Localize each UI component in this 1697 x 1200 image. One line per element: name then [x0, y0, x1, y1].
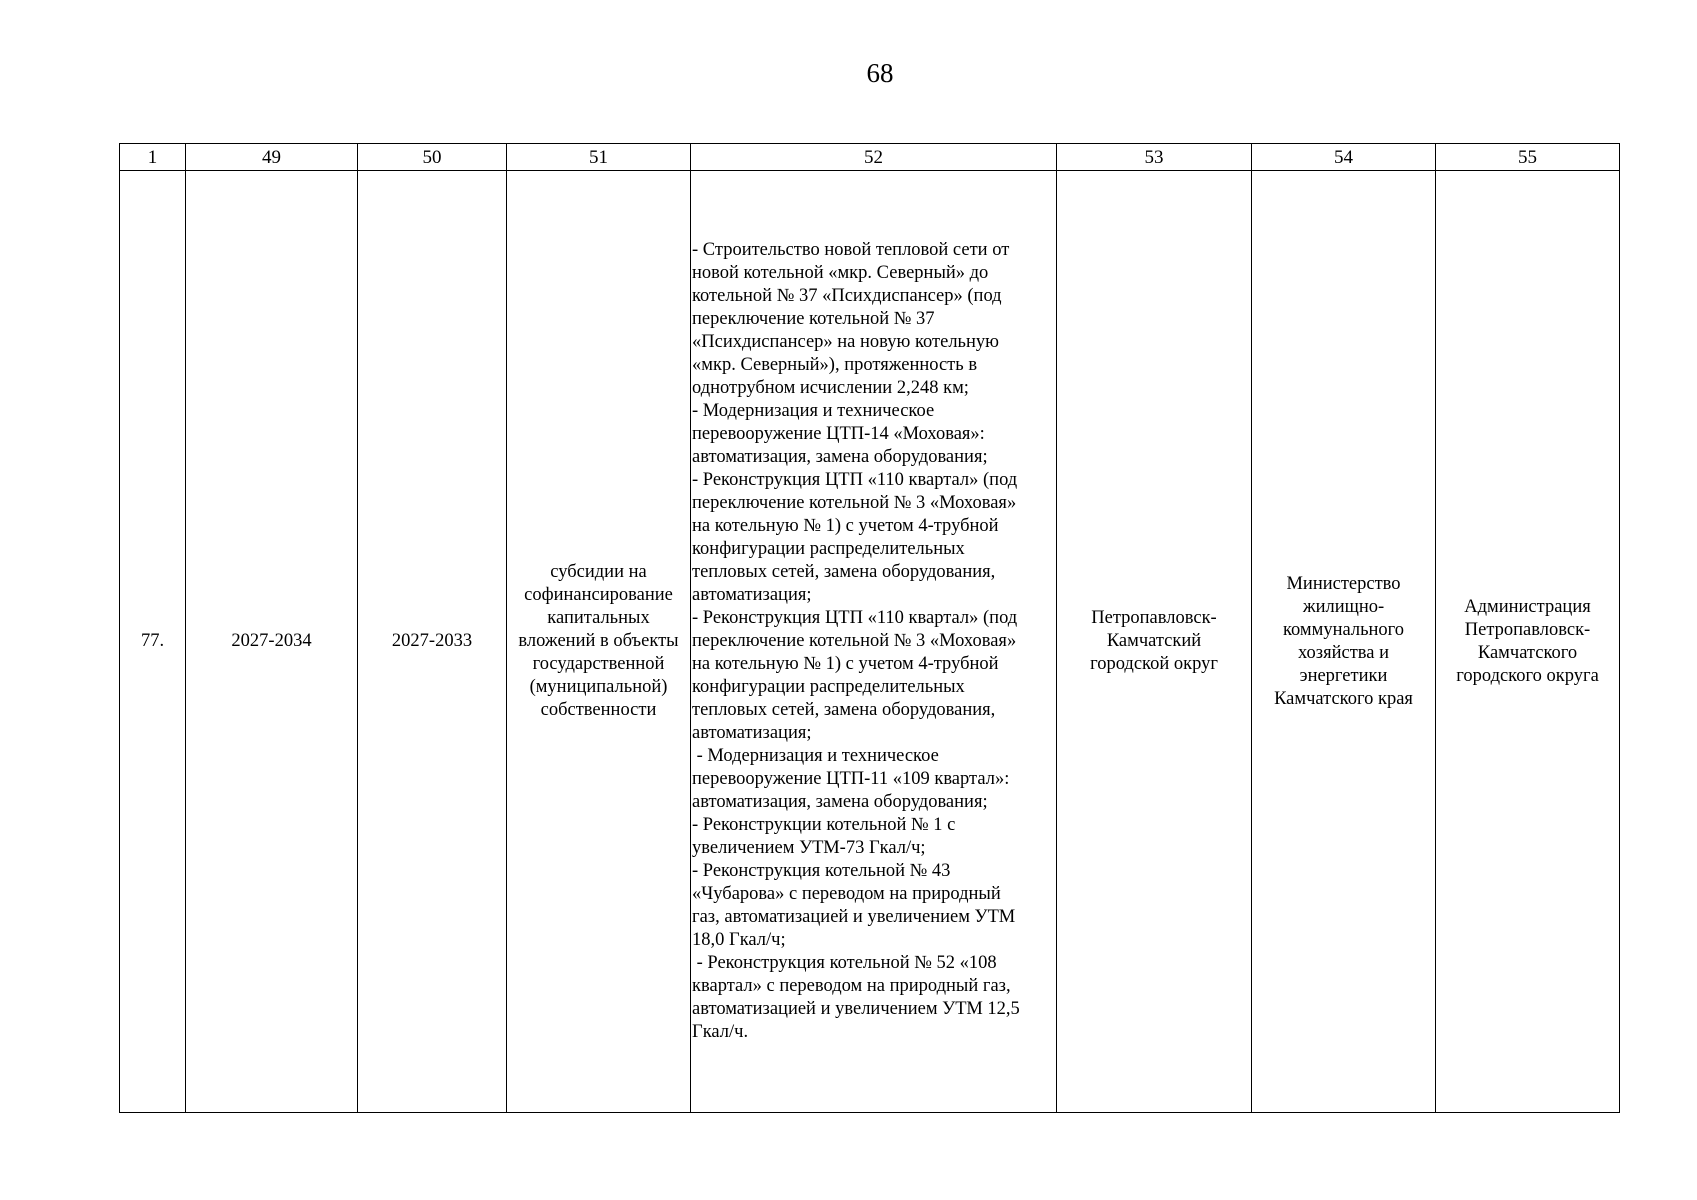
text-line: газ, автоматизацией и увеличением УТМ — [692, 907, 1016, 927]
text-line: Гкал/ч. — [692, 1022, 749, 1042]
header-cell-50: 50 — [358, 144, 507, 171]
text-line: автоматизация, замена оборудования; — [692, 792, 988, 812]
text-line: - Реконструкция котельной № 43 — [692, 861, 951, 881]
row-number-cell: 77. — [120, 171, 186, 1113]
text-line: Петропавловск- — [1464, 619, 1591, 640]
header-cell-53: 53 — [1057, 144, 1252, 171]
text-line: увеличением УТМ-73 Гкал/ч; — [692, 838, 926, 858]
text-line: автоматизация; — [692, 585, 812, 605]
period-cell-50: 2027-2033 — [358, 171, 507, 1113]
funding-type-text — [507, 561, 690, 722]
text-line: коммунального — [1282, 619, 1405, 640]
text-line: - Модернизация и техническое — [692, 746, 939, 766]
header-cell-1: 1 — [120, 144, 186, 171]
text-line: - Реконструкции котельной № 1 с — [692, 815, 956, 835]
text-line: однотрубном исчислении 2,248 км; — [692, 378, 969, 398]
text-line: капитальных — [547, 608, 650, 628]
text-line: на котельную № 1) с учетом 4-трубной — [692, 516, 999, 536]
responsible-executor-cell — [1252, 171, 1436, 1113]
text-line: - Строительство новой тепловой сети от — [692, 240, 1010, 260]
text-line: тепловых сетей, замена оборудования, — [692, 562, 996, 582]
measures-description-text — [692, 239, 1054, 1044]
text-line: Камчатского края — [1274, 688, 1413, 709]
text-line: переключение котельной № 3 «Моховая» — [692, 493, 1017, 513]
header-cell-52: 52 — [691, 144, 1057, 171]
page-number: 68 — [866, 58, 894, 88]
text-line: Камчатского — [1477, 642, 1578, 663]
text-line: вложений в объекты — [518, 631, 679, 651]
text-line: государственной — [532, 654, 665, 674]
text-line: Министерство — [1286, 573, 1401, 594]
text-line: «Чубарова» с переводом на природный — [692, 884, 1001, 904]
text-line: городского округа — [1456, 665, 1599, 686]
responsible-executor-text — [1252, 573, 1435, 711]
text-line: автоматизация; — [692, 723, 812, 743]
text-line: котельной № 37 «Психдиспансер» (под — [692, 286, 1002, 306]
table-header-row — [120, 144, 1620, 171]
text-line: - Реконструкция котельной № 52 «108 — [692, 953, 997, 973]
text-line: новой котельной «мкр. Северный» до — [692, 263, 989, 283]
text-line: перевооружение ЦТП-11 «109 квартал»: — [692, 769, 1010, 789]
text-line: тепловых сетей, замена оборудования, — [692, 700, 996, 720]
header-cell-54: 54 — [1252, 144, 1436, 171]
text-line: энергетики — [1299, 665, 1388, 686]
text-line: «Психдиспансер» на новую котельную — [692, 332, 999, 352]
co-executor-cell — [1436, 171, 1620, 1113]
text-line: «мкр. Северный»), протяженность в — [692, 355, 978, 375]
measures-description-cell — [691, 171, 1057, 1113]
text-line: Администрация — [1464, 596, 1591, 617]
funding-type-cell — [507, 171, 691, 1113]
table-row — [120, 171, 1620, 1113]
text-line: автоматизацией и увеличением УТМ 12,5 — [692, 999, 1020, 1019]
municipality-cell — [1057, 171, 1252, 1113]
text-line: на котельную № 1) с учетом 4-трубной — [692, 654, 999, 674]
text-line: жилищно- — [1302, 596, 1385, 617]
text-line: софинансирование — [524, 585, 673, 605]
text-line: Петропавловск- — [1091, 608, 1217, 628]
header-cell-49: 49 — [186, 144, 358, 171]
text-line: переключение котельной № 37 — [692, 309, 935, 329]
text-line: квартал» с переводом на природный газ, — [692, 976, 1011, 996]
text-line: собственности — [540, 700, 657, 720]
co-executor-text — [1436, 596, 1619, 688]
text-line: перевооружение ЦТП-14 «Моховая»: — [692, 424, 985, 444]
text-line: субсидии на — [550, 562, 647, 582]
municipality-text — [1057, 607, 1251, 676]
header-cell-55: 55 — [1436, 144, 1620, 171]
text-line: переключение котельной № 3 «Моховая» — [692, 631, 1017, 651]
text-line: - Модернизация и техническое — [692, 401, 935, 421]
text-line: Камчатский — [1106, 631, 1202, 651]
text-line: (муниципальной) — [529, 677, 668, 697]
text-line: автоматизация, замена оборудования; — [692, 447, 988, 467]
text-line: городской округ — [1090, 654, 1218, 674]
document-table — [119, 143, 1620, 1113]
period-cell-49: 2027-2034 — [186, 171, 358, 1113]
text-line: хозяйства и — [1297, 642, 1390, 663]
header-cell-51: 51 — [507, 144, 691, 171]
text-line: 18,0 Гкал/ч; — [692, 930, 786, 950]
text-line: конфигурации распределительных — [692, 539, 965, 559]
text-line: - Реконструкция ЦТП «110 квартал» (под — [692, 608, 1018, 628]
text-line: конфигурации распределительных — [692, 677, 965, 697]
text-line: - Реконструкция ЦТП «110 квартал» (под — [692, 470, 1018, 490]
